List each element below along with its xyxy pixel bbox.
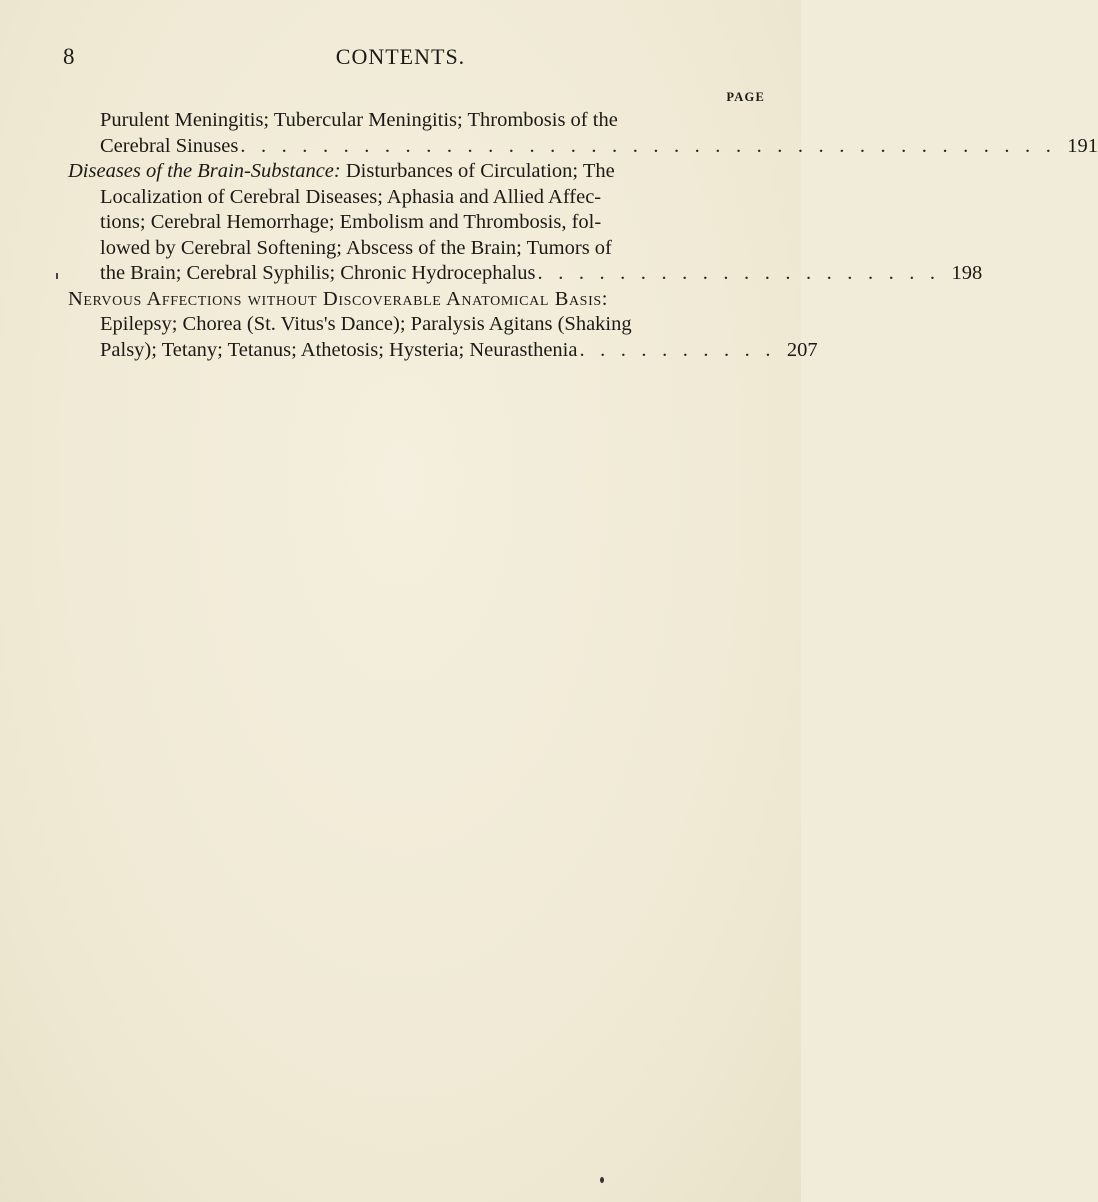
margin-mark [56,273,58,279]
running-title: CONTENTS. [335,44,466,69]
toc-entry-last-line [64,338,818,364]
toc-page-number: 191 [1067,134,1098,157]
toc-entry-last-line [64,261,983,287]
toc-section-heading: Diseases of the Brain-Substance: [68,160,341,182]
dot-leader: . . . . . . . . . . . . . . . . . . . . . . . . . . . . . . . . . . . . . . . . [240,134,1057,157]
dot-leader: . . . . . . . . . . . . . . . . . . . . [537,262,941,284]
toc-entry-text: the Brain; Cerebral Syphilis; Chronic Hydrocephalus [100,262,536,284]
toc-entry-nervous-affections [64,287,818,364]
toc-entry-line: Epilepsy; Chorea (St. Vitus's Dance); Paralysis Agitans (Shaking [100,313,632,335]
page-column-label: PAGE [726,90,765,104]
toc-section-heading: Nervous Affections without Discoverable Anatomical Basis: [68,287,609,310]
ink-speck [600,1177,604,1183]
dot-leader: . . . . . . . . . . [579,338,776,361]
toc-entry-line [64,159,765,185]
toc-entry-last-line [64,134,1098,160]
toc-entry-text: Cerebral Sinuses [100,134,239,157]
toc-entry-line: lowed by Cerebral Softening; Abscess of the Brain; Tumors of [100,236,612,259]
table-of-contents [64,108,1098,363]
toc-entry-line: Localization of Cerebral Diseases; Aphasia and Allied Affec- [100,185,602,208]
toc-entry-brain-substance [64,159,983,287]
toc-entry-meningitis [64,108,1098,159]
toc-entry-text: Disturbances of Circulation; The [340,160,615,182]
page-number: 8 [63,44,75,69]
toc-page-number: 198 [951,262,983,284]
toc-entry-text: Palsy); Tetany; Tetanus; Athetosis; Hysteria; Neurasthenia [100,338,578,361]
toc-page-number: 207 [786,338,818,361]
toc-entry-line: Purulent Meningitis; Tubercular Meningitis; Thrombosis of the [100,109,618,131]
toc-entry-line: tions; Cerebral Hemorrhage; Embolism and Thrombosis, fol- [100,211,602,233]
